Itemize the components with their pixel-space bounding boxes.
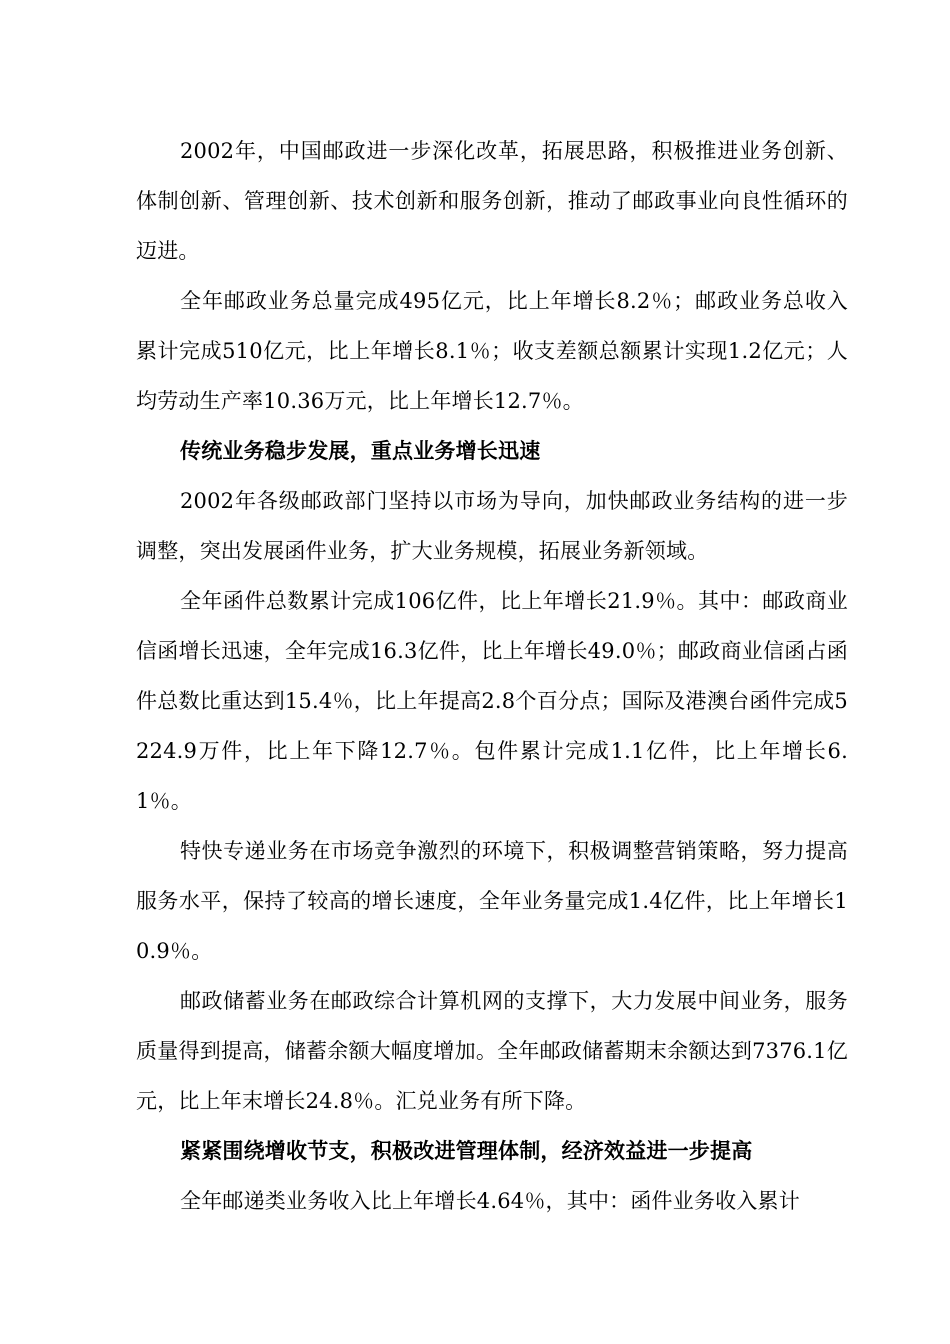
paragraph-reform-intro: 2002年，中国邮政进一步深化改革，拓展思路，积极推进业务创新、体制创新、管理创新、技术创新和服务创新，推动了邮政事业向良性循环的迈进。 bbox=[136, 139, 848, 263]
paragraph-postal-savings: 邮政储蓄业务在邮政综合计算机网的支撑下，大力发展中间业务，服务质量得到提高，储蓄余额大幅度增加。全年邮政储蓄期末余额达到7376.1亿元，比上年末增长24.8％。汇兑业务有所下降。 bbox=[136, 989, 848, 1113]
document-body bbox=[136, 126, 848, 1226]
paragraph-delivery-revenue: 全年邮递类业务收入比上年增长4.64％，其中：函件业务收入累计 bbox=[180, 1189, 800, 1213]
paragraph-market-orientation: 2002年各级邮政部门坚持以市场为导向，加快邮政业务结构的进一步调整，突出发展函件业务，扩大业务规模，拓展业务新领域。 bbox=[136, 489, 848, 563]
section-heading-traditional-business: 传统业务稳步发展，重点业务增长迅速 bbox=[180, 439, 541, 463]
section-heading-revenue-management: 紧紧围绕增收节支，积极改进管理体制，经济效益进一步提高 bbox=[180, 1139, 753, 1163]
paragraph-annual-totals: 全年邮政业务总量完成495亿元，比上年增长8.2％；邮政业务总收入累计完成510亿元，比上年增长8.1％；收支差额总额累计实现1.2亿元；人均劳动生产率10.36万元，比上年增长12.7％。 bbox=[136, 289, 848, 413]
paragraph-express-mail: 特快专递业务在市场竞争激烈的环境下，积极调整营销策略，努力提高服务水平，保持了较高的增长速度，全年业务量完成1.4亿件，比上年增长10.9％。 bbox=[136, 839, 848, 963]
paragraph-letters: 全年函件总数累计完成106亿件，比上年增长21.9％。其中：邮政商业信函增长迅速，全年完成16.3亿件，比上年增长49.0％；邮政商业信函占函件总数比重达到15.4％，比上年提高2.8个百分点；国际及港澳台函件完成5224.9万件，比上年下降12.7％。包件累计完成1.1亿件，比上年增长6.1％。 bbox=[136, 589, 848, 813]
